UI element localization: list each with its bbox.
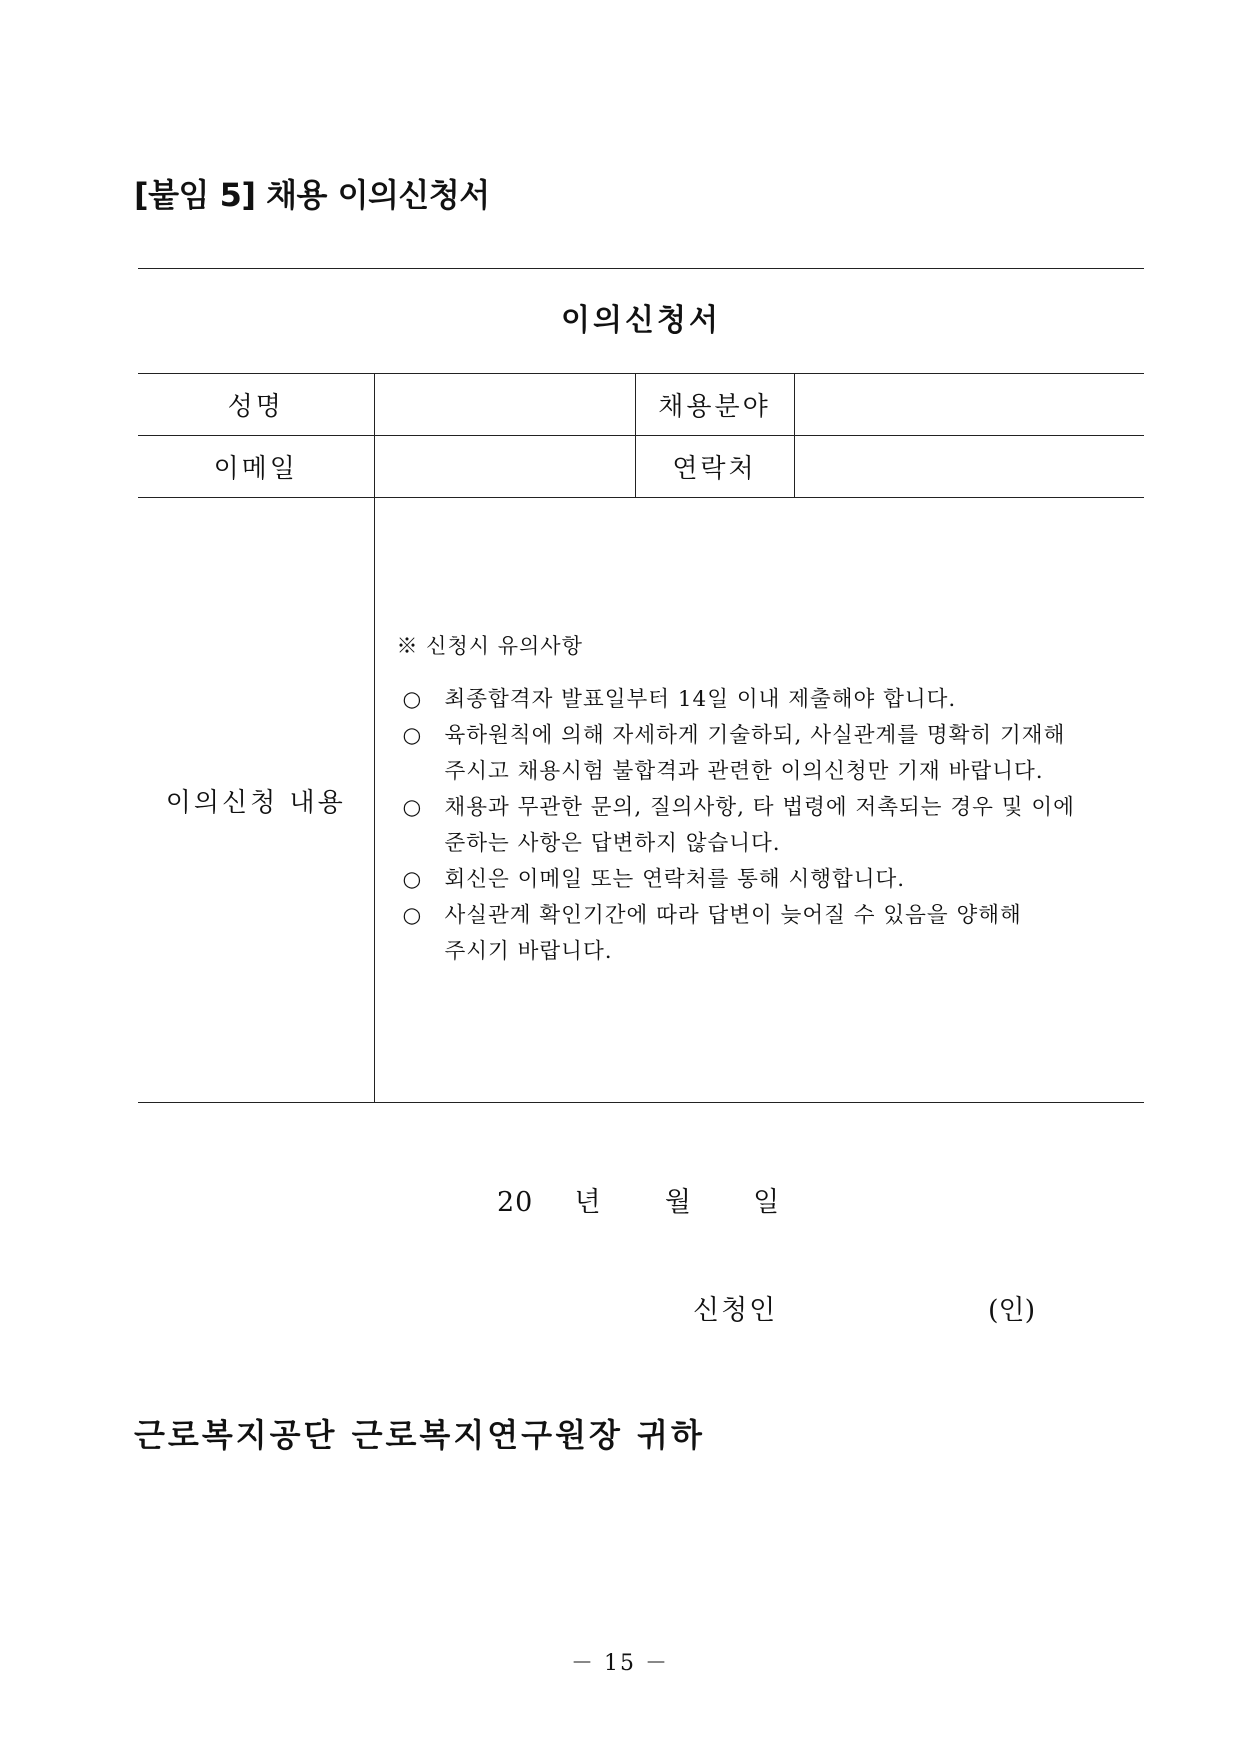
notice-item-text: 회신은 이메일 또는 연락처를 통해 시행합니다.: [444, 867, 906, 892]
date-line: [497, 1180, 780, 1219]
email-field[interactable]: [374, 436, 635, 498]
content-label: 이의신청 내용: [138, 498, 374, 1103]
notice-heading: ※ 신청시 유의사항: [396, 634, 583, 658]
circle-bullet-icon: ○: [402, 687, 423, 712]
day-label: 일: [753, 1187, 781, 1218]
list-item: [403, 718, 1145, 790]
email-label: 이메일: [138, 436, 374, 498]
notice-item-text: 육하원칙에 의해 자세하게 기술하되, 사실관계를 명확히 기재해 주시고 채용시험 불합격과 관련한 이의신청만 기재 바랍니다.: [444, 723, 1066, 784]
seal-mark: (인): [988, 1295, 1036, 1326]
objection-form: [138, 268, 1144, 1103]
list-item: [403, 790, 1145, 862]
content-field[interactable]: [374, 498, 1144, 1103]
page-number: － 15 －: [571, 1651, 669, 1676]
circle-bullet-icon: ○: [402, 723, 423, 748]
name-field[interactable]: [374, 374, 635, 436]
name-label: 성명: [138, 374, 374, 436]
circle-bullet-icon: ○: [402, 903, 423, 928]
month-label: 월: [664, 1187, 692, 1218]
notice-list: [395, 682, 1145, 970]
list-item: [403, 862, 1145, 898]
field-label: 채용분야: [635, 374, 794, 436]
notice-item-text: 최종합격자 발표일부터 14일 이내 제출해야 합니다.: [444, 687, 957, 712]
list-item: [403, 682, 1145, 718]
year-label: 년: [574, 1187, 602, 1218]
list-item: [403, 898, 1145, 970]
contact-field[interactable]: [794, 436, 1144, 498]
form-table: [138, 374, 1144, 1103]
recipient: 근로복지공단 근로복지연구원장 귀하: [134, 1416, 705, 1454]
attachment-title: [붙임 5] 채용 이의신청서: [134, 176, 490, 214]
content-row: [138, 498, 1144, 1103]
notice-item-text: 사실관계 확인기간에 따라 답변이 늦어질 수 있음을 양해해 주시기 바랍니다.: [444, 903, 1022, 964]
circle-bullet-icon: ○: [402, 795, 423, 820]
applicant-label: 신청인: [693, 1295, 778, 1326]
year-prefix: 20: [497, 1187, 534, 1218]
form-title: 이의신청서: [138, 269, 1144, 374]
email-row: [138, 436, 1144, 498]
circle-bullet-icon: ○: [402, 867, 423, 892]
name-row: [138, 374, 1144, 436]
notice-item-text: 채용과 무관한 문의, 질의사항, 타 법령에 저촉되는 경우 및 이에 준하는 사항은 답변하지 않습니다.: [444, 795, 1075, 856]
contact-label: 연락처: [635, 436, 794, 498]
recruitment-field-field[interactable]: [794, 374, 1144, 436]
